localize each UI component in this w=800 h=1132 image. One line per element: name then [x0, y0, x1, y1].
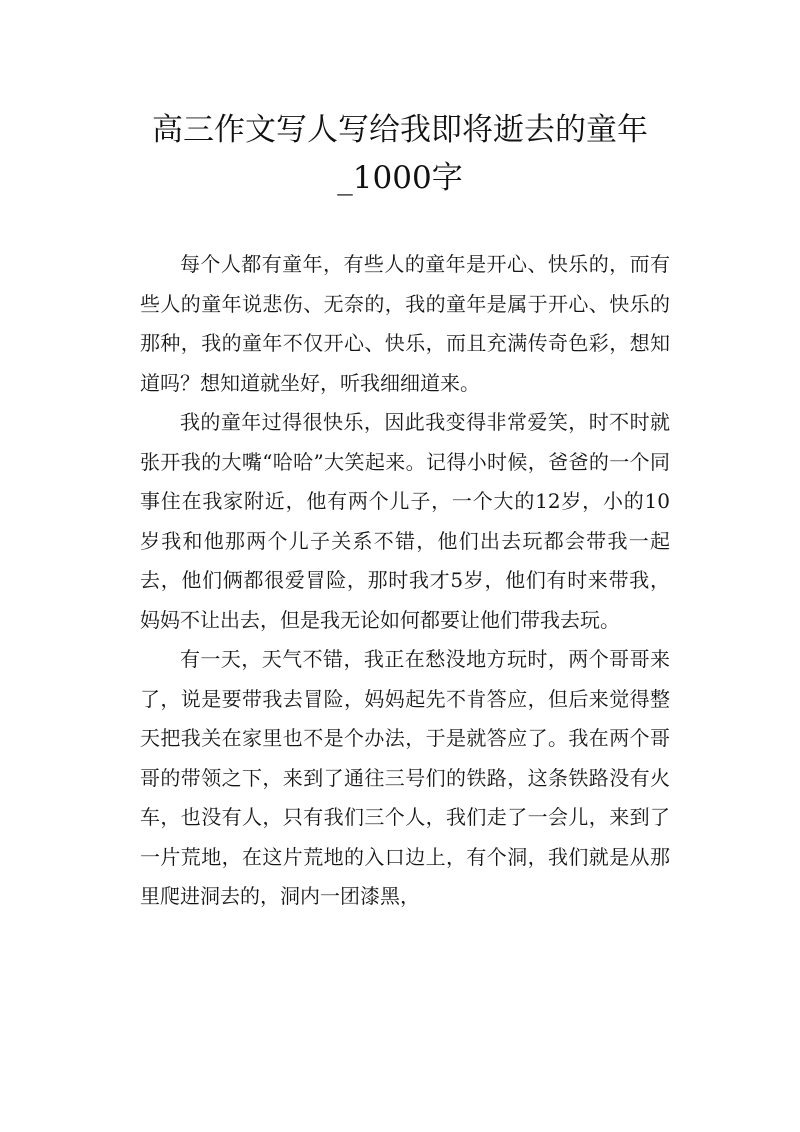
- document-body: [140, 245, 670, 917]
- document-title: [110, 106, 690, 202]
- paragraph-3: 有一天，天气不错，我正在愁没地方玩时，两个哥哥来了，说是要带我去冒险，妈妈起先不肯答应，但后来觉得整天把我关在家里也不是个办法，于是就答应了。我在两个哥哥的带领之下，来到了通往三号们的铁路，这条铁路没有火车，也没有人，只有我们三个人，我们走了一会儿，来到了一片荒地，在这片荒地的入口边上，有个洞，我们就是从那里爬进洞去的，洞内一团漆黑，: [140, 647, 670, 908]
- paragraph-1: 每个人都有童年，有些人的童年是开心、快乐的，而有些人的童年说悲伤、无奈的，我的童年是属于开心、快乐的那种，我的童年不仅开心、快乐，而且充满传奇色彩，想知道吗？想知道就坐好，听我细细道来。: [140, 252, 670, 395]
- title-line-2: _1000字: [337, 160, 463, 196]
- title-line-1: 高三作文写人写给我即将逝去的童年: [152, 112, 648, 148]
- paragraph-2: 我的童年过得很快乐，因此我变得非常爱笑，时不时就张开我的大嘴“哈哈”大笑起来。记得小时候，爸爸的一个同事住在我家附近，他有两个儿子，一个大的12岁，小的10岁我和他那两个儿子关系不错，他们出去玩都会带我一起去，他们俩都很爱冒险，那时我才5岁，他们有时来带我，妈妈不让出去，但是我无论如何都要让他们带我去玩。: [140, 410, 670, 632]
